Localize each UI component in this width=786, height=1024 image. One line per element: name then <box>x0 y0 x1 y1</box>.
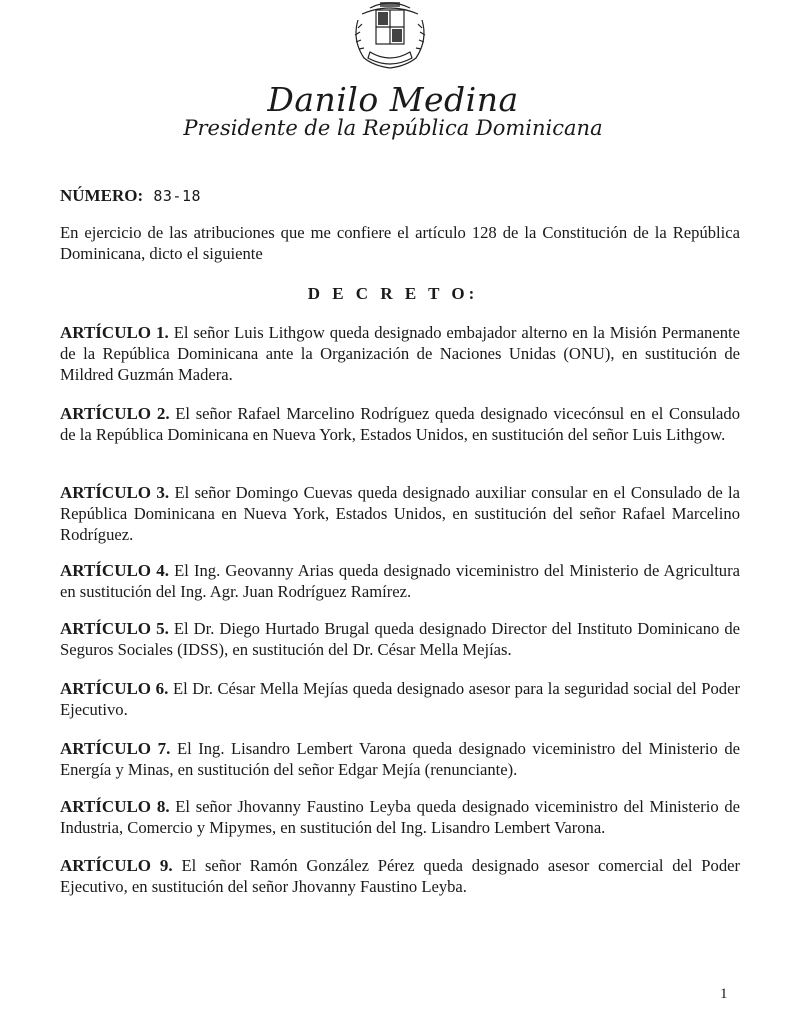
article-text: El señor Ramón González Pérez queda designado asesor comercial del Poder Ejecutivo, en sustitución del señor Jhovanny Faustino Leyba. <box>60 856 741 896</box>
decree-number <box>60 186 201 206</box>
article-text: El señor Jhovanny Faustino Leyba queda designado viceministro del Ministerio de Industria, Comercio y Mipymes, en sustitución del Ing. Lisandro Lembert Varona. <box>60 797 741 837</box>
article-text: El señor Domingo Cuevas queda designado auxiliar consular en el Consulado de la República Dominicana en Nueva York, Estados Unidos, en sustitución del señor Rafael Marcelino Rodríguez. <box>60 483 740 544</box>
article-3 <box>60 482 740 545</box>
article-7 <box>60 738 740 780</box>
article-2 <box>60 403 740 445</box>
article-label: ARTÍCULO 8. <box>60 797 170 816</box>
preamble: En ejercicio de las atribuciones que me confiere el artículo 128 de la Constitución de la República Dominicana, dicto el siguiente <box>60 223 740 263</box>
article-label: ARTÍCULO 3. <box>60 483 170 502</box>
coat-of-arms-seal-icon <box>340 0 440 78</box>
article-label: ARTÍCULO 1. <box>60 323 169 342</box>
article-label: ARTÍCULO 4. <box>60 561 169 580</box>
article-text: El Ing. Lisandro Lembert Varona queda designado viceministro del Ministerio de Energía y Minas, en sustitución del señor Edgar Mejía (renunciante). <box>60 739 740 779</box>
article-text: El señor Rafael Marcelino Rodríguez queda designado vicecónsul en el Consulado de la República Dominicana en Nueva York, Estados Unidos, en sustitución del señor Luis Lithgow. <box>60 404 740 444</box>
decree-heading: D E C R E T O: <box>307 284 479 303</box>
article-1 <box>60 322 740 385</box>
article-5 <box>60 618 740 660</box>
article-text: El Dr. Diego Hurtado Brugal queda designado Director del Instituto Dominicano de Seguros Sociales (IDSS), en sustitución del Dr. César Mella Mejías. <box>60 619 740 659</box>
letterhead-name: Danilo Medina <box>267 80 519 119</box>
article-text: El Ing. Geovanny Arias queda designado viceministro del Ministerio de Agricultura en sustitución del Ing. Agr. Juan Rodríguez Ramírez. <box>60 561 740 601</box>
page-number: 1 <box>720 986 728 1002</box>
article-8 <box>60 796 740 838</box>
article-6 <box>60 678 740 720</box>
article-4 <box>60 560 740 602</box>
article-label: ARTÍCULO 6. <box>60 679 169 698</box>
article-label: ARTÍCULO 2. <box>60 404 170 423</box>
article-9 <box>60 855 740 897</box>
letterhead-title: Presidente de la República Dominicana <box>183 116 603 140</box>
article-text: El señor Luis Lithgow queda designado embajador alterno en la Misión Permanente de la República Dominicana ante la Organización de Naciones Unidas (ONU), en sustitución de Mildred Guzmán Madera. <box>60 323 740 384</box>
decree-number-value: 83-18 <box>153 187 202 205</box>
article-label: ARTÍCULO 7. <box>60 739 171 758</box>
article-label: ARTÍCULO 9. <box>60 856 173 875</box>
article-label: ARTÍCULO 5. <box>60 619 169 638</box>
article-text: El Dr. César Mella Mejías queda designado asesor para la seguridad social del Poder Ejecutivo. <box>60 679 740 719</box>
decree-number-label: NÚMERO: <box>60 186 144 205</box>
